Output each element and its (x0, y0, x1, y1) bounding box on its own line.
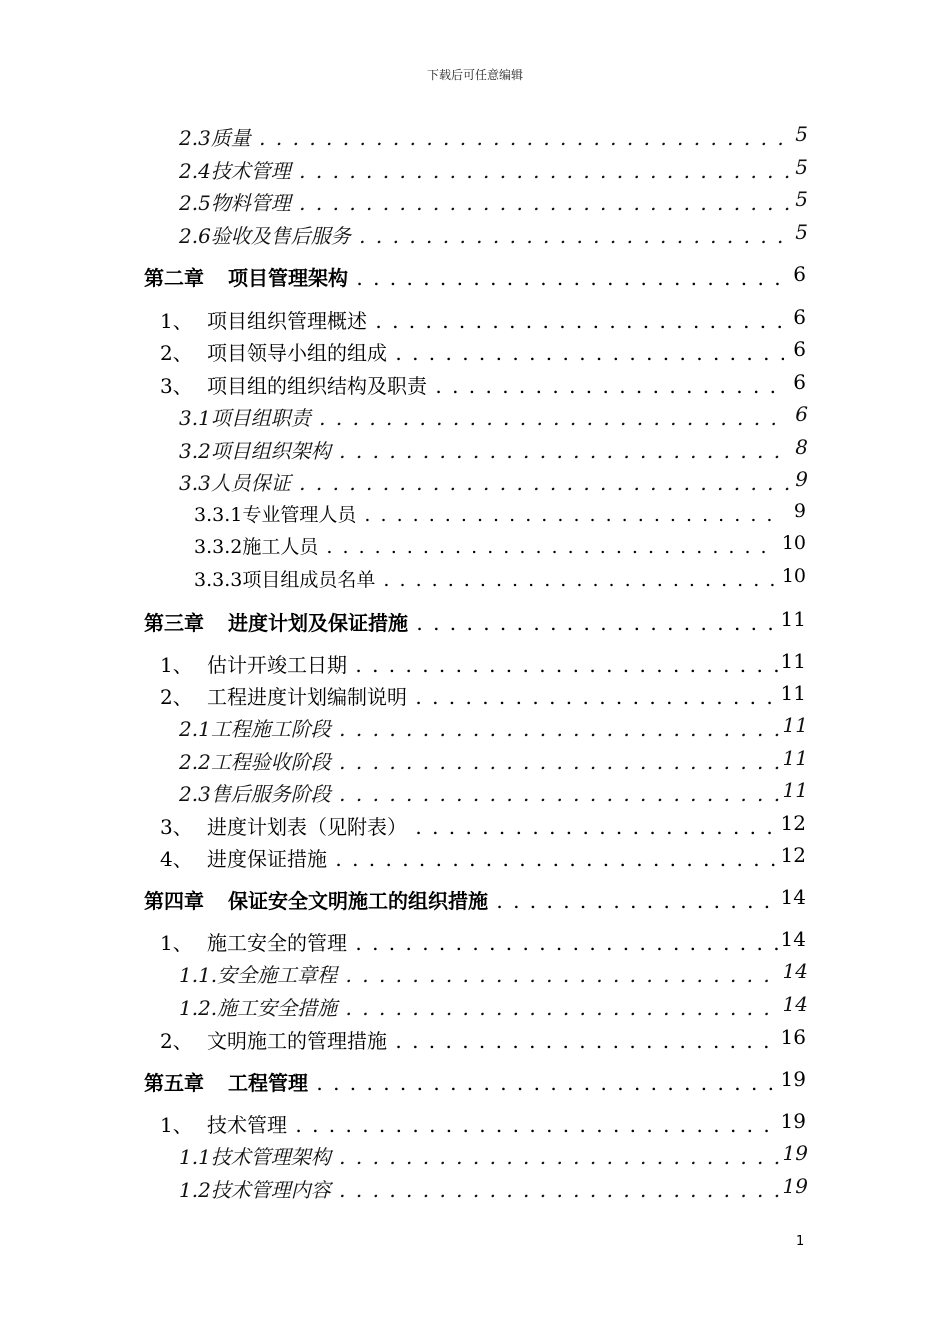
toc-entry-number: 2.5 (179, 191, 211, 215)
toc-entry-title: 安全施工章程 (217, 963, 338, 987)
toc-entry-title: 技术管理架构 (210, 1145, 331, 1169)
toc-entry-number: 2.4 (179, 159, 211, 183)
toc-entry[interactable] (0, 187, 950, 217)
toc-entry[interactable] (0, 155, 950, 185)
toc-chapter[interactable] (0, 1067, 950, 1097)
toc-entry-title: 施工安全的管理 (207, 931, 347, 955)
toc-entry-page: 14 (780, 927, 806, 951)
toc-entry-title: 验收及售后服务 (210, 224, 351, 248)
toc-entry-number: 1.2. (179, 996, 218, 1020)
toc-entry[interactable] (0, 746, 950, 776)
toc-chapter-number: 第四章 (144, 889, 204, 913)
toc-entry[interactable] (0, 500, 950, 530)
toc-entry-title: 进度计划表（见附表） (207, 815, 407, 839)
toc-chapter-number: 第五章 (144, 1071, 204, 1095)
toc-entry-page: 6 (795, 402, 808, 426)
toc-entry-page: 9 (793, 500, 806, 522)
toc-entry[interactable] (0, 1109, 950, 1139)
toc-entry-number: 1、 (160, 931, 193, 955)
toc-entry-page: 12 (780, 843, 806, 867)
toc-entry[interactable] (0, 778, 950, 808)
toc-entry-title: 进度保证措施 (207, 847, 327, 871)
toc-entry-title: 施工人员 (242, 536, 319, 558)
toc-entry[interactable] (0, 337, 950, 367)
toc-entry[interactable] (0, 467, 950, 497)
toc-entry-title: 项目组织架构 (210, 439, 331, 463)
toc-entry-page: 6 (793, 370, 806, 394)
toc-entry-title: 工程验收阶段 (210, 750, 331, 774)
toc-entry-title: 项目组职责 (210, 406, 311, 430)
toc-entry-page: 14 (780, 885, 806, 909)
toc-entry[interactable] (0, 435, 950, 465)
toc-entry[interactable] (0, 1141, 950, 1171)
toc-chapter[interactable] (0, 262, 950, 292)
toc-entry-number: 1.1. (179, 963, 218, 987)
toc-entry-title: 物料管理 (210, 191, 291, 215)
toc-entry-page: 5 (795, 187, 808, 211)
toc-chapter-title: 项目管理架构 (228, 266, 348, 290)
toc-entry-title: 专业管理人员 (242, 504, 357, 526)
toc-chapter-number: 第三章 (144, 611, 204, 635)
toc-entry-page: 11 (780, 607, 806, 631)
toc-entry[interactable] (0, 843, 950, 873)
toc-entry-page: 10 (781, 532, 806, 554)
toc-entry-title: 售后服务阶段 (210, 782, 331, 806)
toc-entry[interactable] (0, 959, 950, 989)
toc-entry-page: 11 (782, 778, 808, 802)
toc-entry-number: 2.6 (179, 224, 211, 248)
toc-entry-page: 6 (793, 262, 806, 286)
toc-entry-number: 3.3.2 (194, 536, 243, 558)
toc-entry-title: 文明施工的管理措施 (207, 1029, 387, 1053)
toc-entry-title: 施工安全措施 (217, 996, 338, 1020)
page-number: 1 (796, 1234, 805, 1249)
toc-entry-page: 5 (795, 220, 808, 244)
toc-entry-number: 3、 (160, 374, 193, 398)
toc-entry[interactable] (0, 713, 950, 743)
toc-chapter-number: 第二章 (144, 266, 204, 290)
toc-entry-title: 估计开竣工日期 (207, 653, 347, 677)
toc-entry[interactable] (0, 811, 950, 841)
toc-entry-title: 人员保证 (210, 471, 291, 495)
toc-entry-number: 3、 (160, 815, 193, 839)
toc-entry-title: 项目组织管理概述 (207, 309, 367, 333)
toc-entry-page: 6 (793, 337, 806, 361)
toc-entry-title: 项目组成员名单 (242, 569, 376, 591)
toc-entry-number: 3.1 (179, 406, 211, 430)
toc-entry-page: 9 (795, 467, 808, 491)
toc-entry-page: 11 (780, 681, 806, 705)
toc-entry[interactable] (0, 122, 950, 152)
toc-entry-page: 11 (782, 746, 808, 770)
toc-entry-title: 技术管理 (210, 159, 291, 183)
toc-entry-number: 1.2 (179, 1178, 211, 1202)
toc-entry-page: 19 (780, 1109, 806, 1133)
toc-entry[interactable] (0, 992, 950, 1022)
toc-entry[interactable] (0, 370, 950, 400)
toc-entry-page: 8 (795, 435, 808, 459)
toc-chapter[interactable] (0, 607, 950, 637)
toc-entry-page: 6 (793, 305, 806, 329)
toc-chapter-title: 进度计划及保证措施 (228, 611, 408, 635)
toc-entry-page: 5 (795, 122, 808, 146)
toc-entry-page: 5 (795, 155, 808, 179)
toc-entry-number: 1、 (160, 653, 193, 677)
toc-entry-number: 1.1 (179, 1145, 211, 1169)
toc-chapter-title: 工程管理 (228, 1071, 308, 1095)
toc-entry-page: 11 (780, 649, 806, 673)
toc-entry[interactable] (0, 565, 950, 595)
toc-entry-number: 2.3 (179, 126, 211, 150)
toc-entry-title: 项目领导小组的组成 (207, 341, 387, 365)
toc-entry-title: 工程进度计划编制说明 (207, 685, 407, 709)
toc-entry-number: 2、 (160, 1029, 193, 1053)
toc-entry[interactable] (0, 220, 950, 250)
toc-entry[interactable] (0, 927, 950, 957)
toc-entry-number: 4、 (160, 847, 193, 871)
toc-entry-title: 质量 (210, 126, 251, 150)
toc-entry[interactable] (0, 1025, 950, 1055)
toc-entry[interactable] (0, 532, 950, 562)
toc-entry-page: 19 (782, 1174, 808, 1198)
toc-entry-number: 2.3 (179, 782, 211, 806)
toc-entry-title: 技术管理内容 (210, 1178, 331, 1202)
toc-entry[interactable] (0, 305, 950, 335)
toc-entry-page: 19 (780, 1067, 806, 1091)
toc-entry-page: 19 (782, 1141, 808, 1165)
toc-entry-title: 技术管理 (207, 1113, 287, 1137)
toc-entry-number: 1、 (160, 309, 193, 333)
toc-entry-number: 2、 (160, 685, 193, 709)
toc-entry-page: 14 (782, 992, 808, 1016)
toc-entry-number: 3.3.3 (194, 569, 243, 591)
page-header: 下载后可任意编辑 (426, 68, 523, 82)
toc-entry-number: 2.2 (179, 750, 211, 774)
toc-entry-title: 工程施工阶段 (210, 717, 331, 741)
toc-entry-page: 11 (782, 713, 808, 737)
toc-entry-number: 3.2 (179, 439, 211, 463)
toc-entry-number: 2、 (160, 341, 193, 365)
toc-entry-page: 12 (780, 811, 806, 835)
toc-entry[interactable] (0, 1174, 950, 1204)
toc-entry-number: 3.3 (179, 471, 211, 495)
toc-entry-title: 项目组的组织结构及职责 (207, 374, 427, 398)
toc-entry-number: 1、 (160, 1113, 193, 1137)
toc-chapter[interactable] (0, 885, 950, 915)
toc-entry-number: 3.3.1 (194, 504, 243, 526)
toc-entry[interactable] (0, 649, 950, 679)
toc-chapter-title: 保证安全文明施工的组织措施 (228, 889, 488, 913)
toc-entry-page: 10 (781, 565, 806, 587)
toc-entry[interactable] (0, 402, 950, 432)
toc-entry-page: 14 (782, 959, 808, 983)
toc-entry-page: 16 (780, 1025, 806, 1049)
toc-entry-number: 2.1 (179, 717, 211, 741)
toc-entry[interactable] (0, 681, 950, 711)
